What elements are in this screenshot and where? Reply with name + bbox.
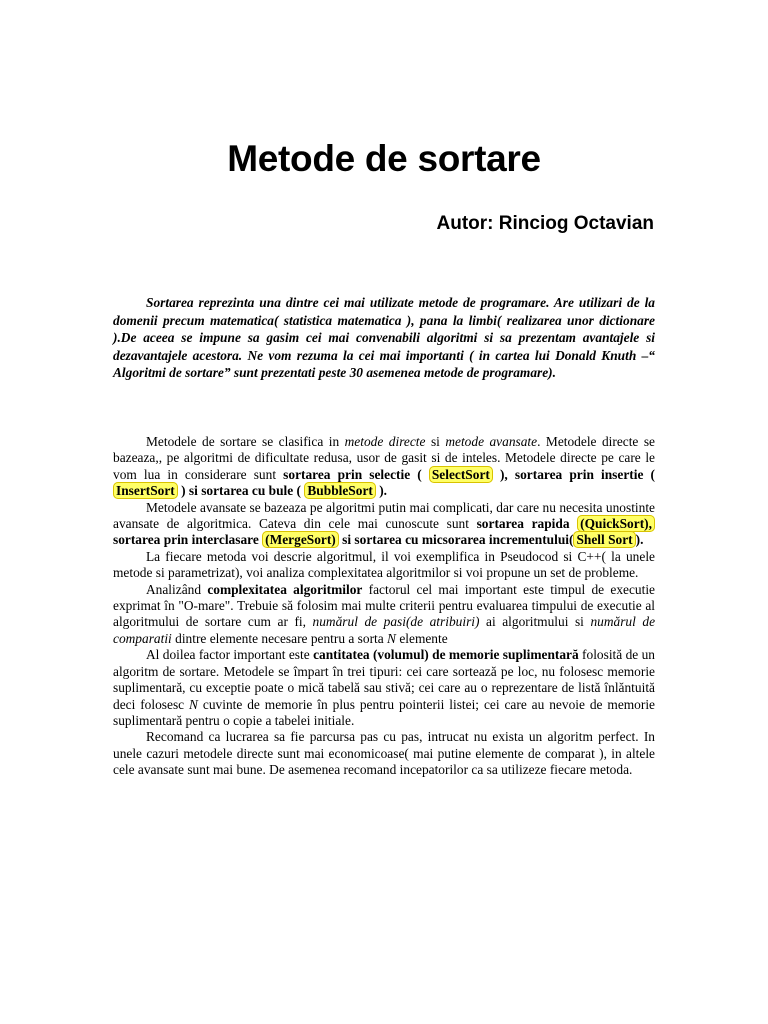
term-advanced-methods: metode avansate (445, 434, 538, 449)
document-title: Metode de sortare (227, 138, 541, 179)
term-memory: cantitatea (volumul) de memorie suplimentară (313, 647, 579, 663)
highlight-insertsort: InsertSort (113, 482, 178, 499)
text-run: Metodele de sortare se clasifica in (146, 434, 345, 449)
text-run: Al doilea factor important este (146, 647, 314, 663)
text-run: folosită de un algoritm de sortare. Metodele se împart în trei tipuri: cei care sortează pe loc, nu folosesc memorie suplimentară, cu exceptie poate o mică tabelă sau stivă; cei care au o reprezentare de listă înlăntuită deci folosesc (113, 647, 655, 712)
term-bubble-sort: ) si sortarea cu bule ( (181, 483, 302, 499)
highlight-mergesort: (MergeSort) (262, 531, 339, 548)
highlight-selectsort: SelectSort (429, 466, 493, 483)
text-run: Metodele avansate se bazeaza pe algoritmi putin mai complicati, dar care nu necesita unostinte avansate de algoritmica. Cateva din cele mai cunoscute sunt (113, 499, 655, 532)
paragraph-complexity (113, 582, 655, 648)
paragraph-memory (113, 647, 655, 729)
author-line: Autor: Rinciog Octavian (436, 213, 654, 234)
text-run: si (425, 434, 446, 449)
paragraph-advanced-methods (113, 500, 655, 549)
text-run: ), (499, 466, 508, 482)
text-run: Analizând (146, 581, 208, 597)
highlight-shellsort: Shell Sort (573, 531, 635, 548)
symbol-n: N (387, 630, 396, 646)
paragraph-method-plan: La fiecare metoda voi descrie algoritmul, il voi exemplifica in Pseudocod si C++( la unele metode si parametrizat), voi analiza complexitatea algoritmilor si voi propune un set de probleme. (113, 548, 655, 581)
text-run: ). (379, 483, 388, 499)
term-complexity: complexitatea algoritmilor (207, 581, 363, 597)
text-run: ai algoritmului si (479, 614, 591, 630)
text-run: dintre elemente necesare pentru a sorta (171, 630, 388, 646)
term-selection-sort: sortarea prin selectie ( (283, 466, 422, 482)
term-shell-sort: si sortarea cu micsorarea incrementului( (338, 532, 574, 548)
paragraph-recommendation: Recomand ca lucrarea sa fie parcursa pas cu pas, intrucat nu exista un algoritm perfect. In unele cazuri metodele directe sunt mai economicoase( mai putine elemente de comparat ), in altele cele avansate sunt mai bune. De asemenea recomand incepatorilor ca sa utilizeze fiecare metoda. (113, 729, 655, 778)
abstract-paragraph: Sortarea reprezinta una dintre cei mai utilizate metode de programare. Are utilizari de la domenii precum matematica( statistica matematica ), pana la limbi( realizarea unor dictionare ).De aceea se impune sa gasim cei mai convenabili algoritmi si sa prezentam avantajele si dezavantajele acestora. Ne vom rezuma la cei mai importanti ( in cartea lui Donald Knuth –“ Algoritmi de sortare” sunt prezentati peste 30 asemenea metode de programare). (113, 295, 655, 380)
paragraph-classification (113, 434, 655, 500)
term-quick-sort: sortarea rapida (476, 516, 570, 532)
term-direct-methods: metode directe (344, 434, 426, 449)
text-run: factorul cel mai important este timpul de executie exprimat în "O-mare". Trebuie să folosim mai multe criterii pentru evaluarea timpului de executie al algoritmului de sortare cum ar fi, (113, 581, 656, 630)
highlight-quicksort: (QuickSort), (577, 515, 655, 532)
term-merge-sort: sortarea prin interclasare (113, 532, 263, 548)
term-steps: numărul de pasi(de atribuiri) (312, 614, 480, 630)
body-text (113, 434, 655, 779)
text-run: elemente (395, 630, 448, 646)
symbol-n: N (189, 696, 198, 712)
text-run: . Metodele directe se bazeaza,, pe algoritmi de dificultate redusa, usor de gasit si de inteles. Metodele directe pe care le vom lua in considerare sunt (113, 434, 655, 482)
text-run: ). (635, 532, 644, 548)
text-run: cuvinte de memorie în plus pentru pointerii listei; cei care au nevoie de memorie suplimentară pentru o copie a tabelei initiale. (113, 696, 655, 728)
term-comparisons: numărul de comparatii (113, 614, 656, 646)
highlight-bubblesort: BubbleSort (304, 482, 375, 499)
term-insertion-sort: sortarea prin insertie ( (514, 466, 655, 482)
